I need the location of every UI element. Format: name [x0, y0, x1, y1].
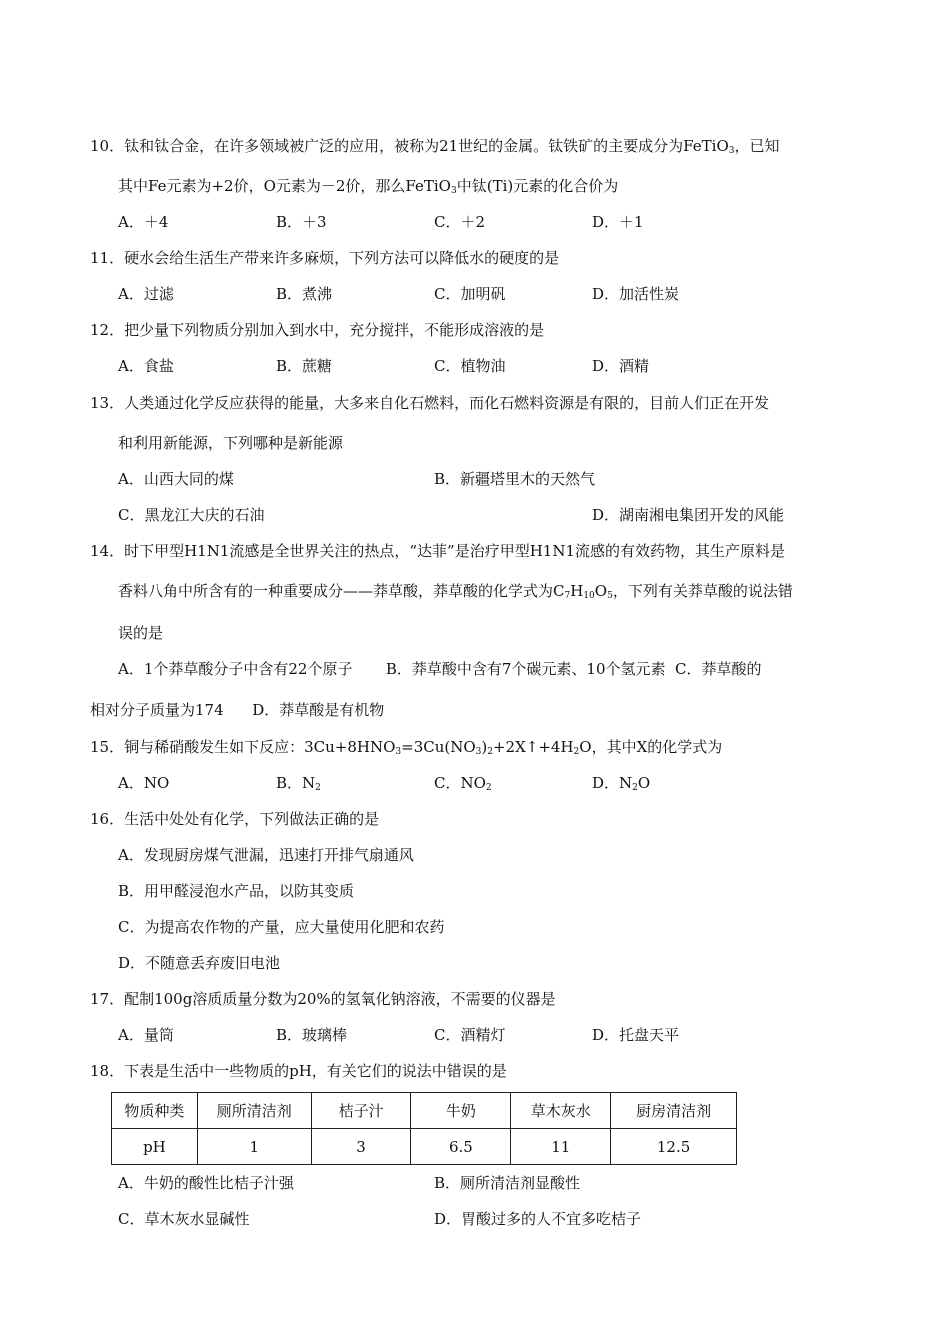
q14-stem-line2: 香料八角中所含有的一种重要成分——莽草酸，莽草酸的化学式为$C_7H_{10}O_5$，下列有关莽草酸的说法错 — [118, 582, 793, 601]
table-header-cell: 物质种类 — [112, 1093, 198, 1129]
q12-stem: 12．把少量下列物质分别加入到水中，充分搅拌，不能形成溶液的是 — [90, 321, 545, 339]
q18-option-c: C．草木灰水显碱性 — [118, 1210, 250, 1228]
q10-option-d: D．＋1 — [592, 213, 644, 231]
table-cell: 1 — [197, 1129, 311, 1165]
q18-option-a: A．牛奶的酸性比桔子汁强 — [118, 1174, 294, 1192]
q10-option-b: B．＋3 — [276, 213, 327, 231]
q14-stem-line1: 14．时下甲型H1N1流感是全世界关注的热点，“达菲”是治疗甲型H1N1流感的有效药物，其生产原料是 — [90, 542, 786, 560]
q11-option-d: D．加活性炭 — [592, 285, 680, 303]
table-cell: 11 — [511, 1129, 611, 1165]
q17-option-c: C．酒精灯 — [434, 1026, 506, 1044]
table-header-cell: 厕所清洁剂 — [197, 1093, 311, 1129]
q12-option-a: A．食盐 — [118, 357, 174, 375]
table-cell: 6.5 — [411, 1129, 511, 1165]
q18-stem: 18．下表是生活中一些物质的pH，有关它们的说法中错误的是 — [90, 1062, 507, 1080]
q13-option-d: D．湖南湘电集团开发的风能 — [592, 506, 785, 524]
table-header-cell: 厨房清洁剂 — [611, 1093, 737, 1129]
q11-option-a: A．过滤 — [118, 285, 174, 303]
table-cell: 12.5 — [611, 1129, 737, 1165]
q15-option-a: A．NO — [118, 774, 170, 792]
q12-option-b: B．蔗糖 — [276, 357, 333, 375]
q15-stem: 15．铜与稀硝酸发生如下反应：$3Cu+8HNO_3=3Cu(NO_3)_2+2X↑+4H_2O$，其中X的化学式为 — [90, 738, 723, 757]
q16-option-c: C．为提高农作物的产量，应大量使用化肥和农药 — [118, 918, 445, 936]
q17-option-d: D．托盘天平 — [592, 1026, 680, 1044]
q10-option-c: C．＋2 — [434, 213, 486, 231]
q16-option-b: B．用甲醛浸泡水产品，以防其变质 — [118, 882, 355, 900]
q16-option-d: D．不随意丢弃废旧电池 — [118, 954, 281, 972]
q15-option-d: D．$N_2O$ — [592, 774, 651, 793]
q13-option-a: A．山西大同的煤 — [118, 470, 234, 488]
q18-option-d: D．胃酸过多的人不宜多吃桔子 — [434, 1210, 642, 1228]
q17-option-a: A．量筒 — [118, 1026, 174, 1044]
table-row — [112, 1129, 737, 1165]
q11-option-b: B．煮沸 — [276, 285, 333, 303]
q11-option-c: C．加明矾 — [434, 285, 506, 303]
q14-options-line1: A．1个莽草酸分子中含有22个原子 B．莽草酸中含有7个碳元素、10个氢元素 C．莽草酸的 — [118, 660, 762, 678]
table-cell: 3 — [311, 1129, 411, 1165]
table-cell: pH — [112, 1129, 198, 1165]
q13-stem-line2: 和利用新能源，下列哪种是新能源 — [118, 434, 344, 452]
q12-option-d: D．酒精 — [592, 357, 650, 375]
q16-stem: 16．生活中处处有化学，下列做法正确的是 — [90, 810, 380, 828]
q17-stem: 17．配制100g溶质质量分数为20%的氢氧化钠溶液，不需要的仪器是 — [90, 990, 556, 1008]
ph-table — [111, 1092, 737, 1165]
q12-option-c: C．植物油 — [434, 357, 506, 375]
q10-stem-line2: 其中Fe元素为+2价，O元素为－2价，那么FeTiO$_3$中钛(Ti)元素的化合价为 — [118, 177, 619, 196]
q18-option-b: B．厕所清洁剂显酸性 — [434, 1174, 581, 1192]
q16-option-a: A．发现厨房煤气泄漏，迅速打开排气扇通风 — [118, 846, 414, 864]
q13-option-b: B．新疆塔里木的天然气 — [434, 470, 596, 488]
q10-option-a: A．＋4 — [118, 213, 169, 231]
q10-stem-line1: 10．钛和钛合金，在许多领域被广泛的应用，被称为21世纪的金属。钛铁矿的主要成分为FeTiO$_3$，已知 — [90, 137, 780, 156]
q13-option-c: C．黑龙江大庆的石油 — [118, 506, 265, 524]
q17-option-b: B．玻璃棒 — [276, 1026, 348, 1044]
q11-stem: 11．硬水会给生活生产带来许多麻烦，下列方法可以降低水的硬度的是 — [90, 249, 560, 267]
table-header-cell: 草木灰水 — [511, 1093, 611, 1129]
q14-stem-line3: 误的是 — [118, 624, 164, 642]
table-header-cell: 桔子汁 — [311, 1093, 411, 1129]
q15-option-c: C．$NO_2$ — [434, 774, 492, 793]
q13-stem-line1: 13．人类通过化学反应获得的能量，大多来自化石燃料，而化石燃料资源是有限的，目前人们正在开发 — [90, 394, 770, 412]
q15-option-b: B．$N_2$ — [276, 774, 321, 793]
table-header-cell: 牛奶 — [411, 1093, 511, 1129]
table-header-row — [112, 1093, 737, 1129]
q14-options-line2: 相对分子质量为174 D．莽草酸是有机物 — [90, 701, 385, 719]
